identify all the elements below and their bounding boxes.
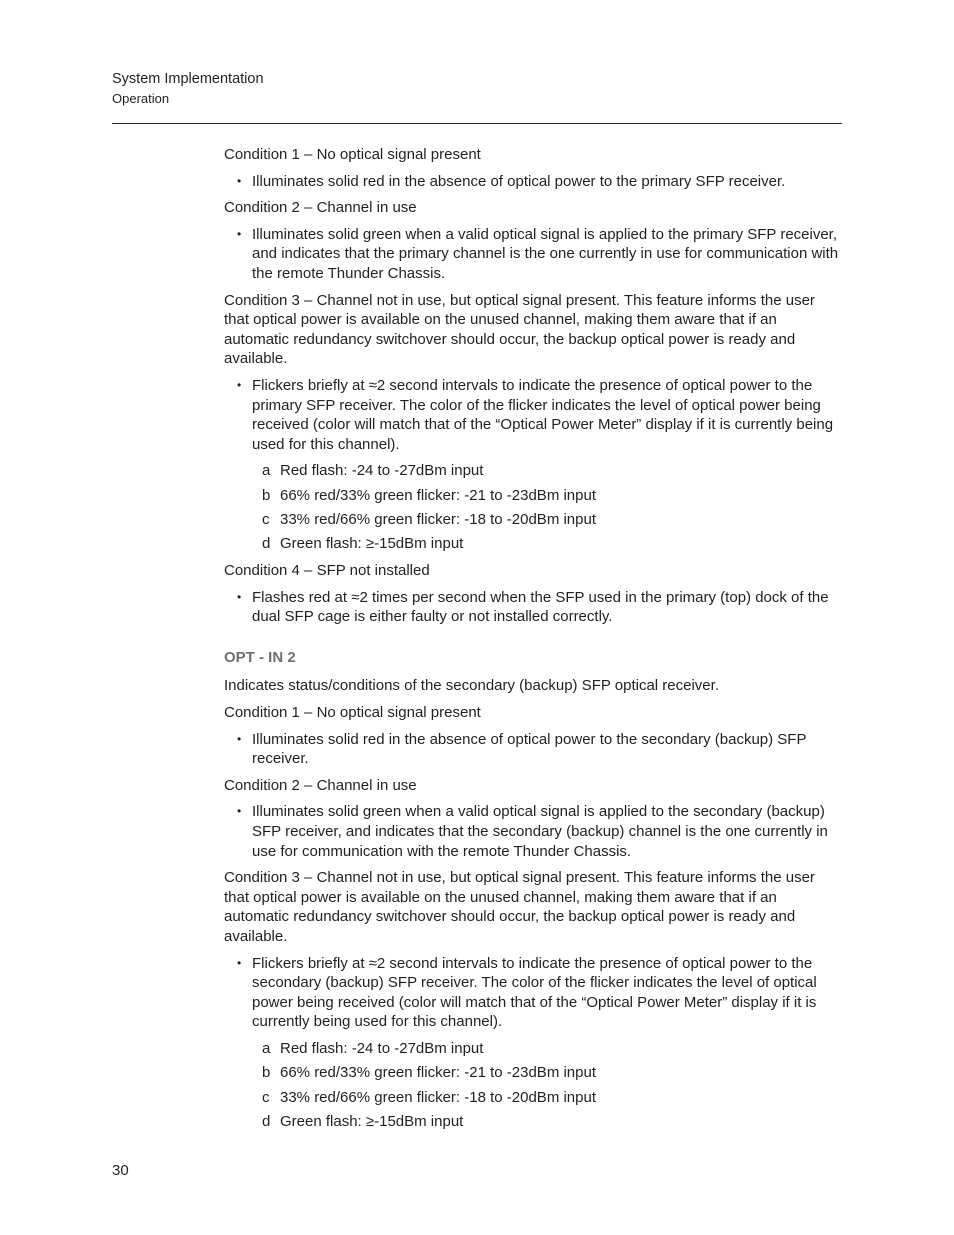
bullet-text: Illuminates solid red in the absence of optical power to the primary SFP receiver.: [252, 172, 786, 190]
list-letter: b: [262, 486, 271, 504]
condition-1-bullet: [237, 172, 842, 192]
list-item: [262, 486, 842, 506]
list-text: 66% red/33% green flicker: -21 to -23dBm input: [280, 1064, 597, 1082]
section-heading: OPT - IN 2: [224, 648, 296, 666]
condition-3: Condition 3 – Channel not in use, but optical signal present. This feature informs the user that optical power is available on the unused channel, making them aware that if an automatic redundancy switchover should occur, the backup optical power is ready and available.: [224, 291, 815, 368]
list-item: [262, 461, 842, 481]
header-rule: [112, 123, 842, 124]
bullet-text: Flashes red at ≈2 times per second when the SFP used in the primary (top) dock of the dual SFP cage is either faulty or not installed correctly.: [252, 588, 829, 626]
list-text: 66% red/33% green flicker: -21 to -23dBm input: [280, 486, 597, 504]
condition-1: Condition 1 – No optical signal present: [224, 146, 481, 163]
list-item: [262, 1039, 842, 1059]
condition-3: Condition 3 – Channel not in use, but optical signal present. This feature informs the user that optical power is available on the unused channel, making them aware that if an automatic redundancy switchover should occur, the backup optical power is ready and available.: [224, 869, 815, 945]
condition-3-bullet: [237, 376, 842, 454]
bullet-text: Illuminates solid green when a valid optical signal is applied to the secondary (backup) SFP receiver, and indicates that the secondary (backup) channel is the one currently in use for communication with the remote Thunder Chassis.: [252, 803, 828, 860]
list-item: [262, 1088, 842, 1108]
main-content: [224, 145, 842, 1137]
condition-4: Condition 4 – SFP not installed: [224, 562, 430, 580]
condition-4-bullet: [237, 588, 842, 627]
condition-1: Condition 1 – No optical signal present: [224, 704, 481, 722]
header-subtitle: Operation: [112, 91, 170, 106]
list-item: [262, 1112, 842, 1132]
list-letter: d: [262, 535, 271, 553]
list-item: [262, 1063, 842, 1083]
list-letter: c: [262, 1088, 270, 1106]
list-text: Green flash: ≥-15dBm input: [280, 1113, 464, 1131]
list-letter: b: [262, 1064, 271, 1082]
bullet-dot: •: [237, 377, 242, 392]
list-letter: a: [262, 1039, 271, 1057]
bullet-dot: •: [237, 731, 242, 746]
bullet-text: Illuminates solid red in the absence of optical power to the secondary (backup) SFP receiver.: [252, 730, 807, 768]
bullet-text: Flickers briefly at ≈2 second intervals to indicate the presence of optical power to the secondary (backup) SFP receiver. The color of the flicker indicates the level of optical power being received (color will match that of the “Optical Power Meter” display if it is currently being used for this channel).: [252, 954, 817, 1031]
bullet-dot: •: [237, 955, 242, 970]
bullet-text: Flickers briefly at ≈2 second intervals to indicate the presence of optical power to the primary SFP receiver. The color of the flicker indicates the level of optical power being received (color will match that of the “Optical Power Meter” display if it is currently being used for this channel).: [252, 376, 834, 453]
bullet-text: Illuminates solid green when a valid optical signal is applied to the primary SFP receiver, and indicates that the primary channel is the one currently in use for communication with the remote Thunder Chassis.: [252, 225, 839, 282]
list-text: Red flash: -24 to -27dBm input: [280, 462, 484, 480]
condition-2-bullet: [237, 802, 842, 861]
condition-2-bullet: [237, 225, 842, 284]
condition-2: Condition 2 – Channel in use: [224, 199, 417, 217]
bullet-dot: •: [237, 226, 242, 241]
list-item: [262, 510, 842, 530]
list-text: Green flash: ≥-15dBm input: [280, 535, 464, 553]
header-title: System Implementation: [112, 71, 264, 87]
list-letter: d: [262, 1113, 271, 1131]
running-header: [112, 70, 264, 109]
bullet-dot: •: [237, 173, 242, 188]
condition-2: Condition 2 – Channel in use: [224, 776, 417, 794]
condition-1-bullet: [237, 730, 842, 769]
list-text: 33% red/66% green flicker: -18 to -20dBm input: [280, 1088, 597, 1106]
list-text: Red flash: -24 to -27dBm input: [280, 1039, 484, 1057]
condition-3-bullet: [237, 954, 842, 1032]
page-number: 30: [112, 1162, 129, 1179]
list-letter: a: [262, 462, 271, 480]
list-text: 33% red/66% green flicker: -18 to -20dBm input: [280, 511, 597, 529]
bullet-dot: •: [237, 804, 242, 819]
section-intro: Indicates status/conditions of the secondary (backup) SFP optical receiver.: [224, 677, 719, 695]
list-item: [262, 534, 842, 554]
bullet-dot: •: [237, 589, 242, 604]
list-letter: c: [262, 511, 270, 529]
